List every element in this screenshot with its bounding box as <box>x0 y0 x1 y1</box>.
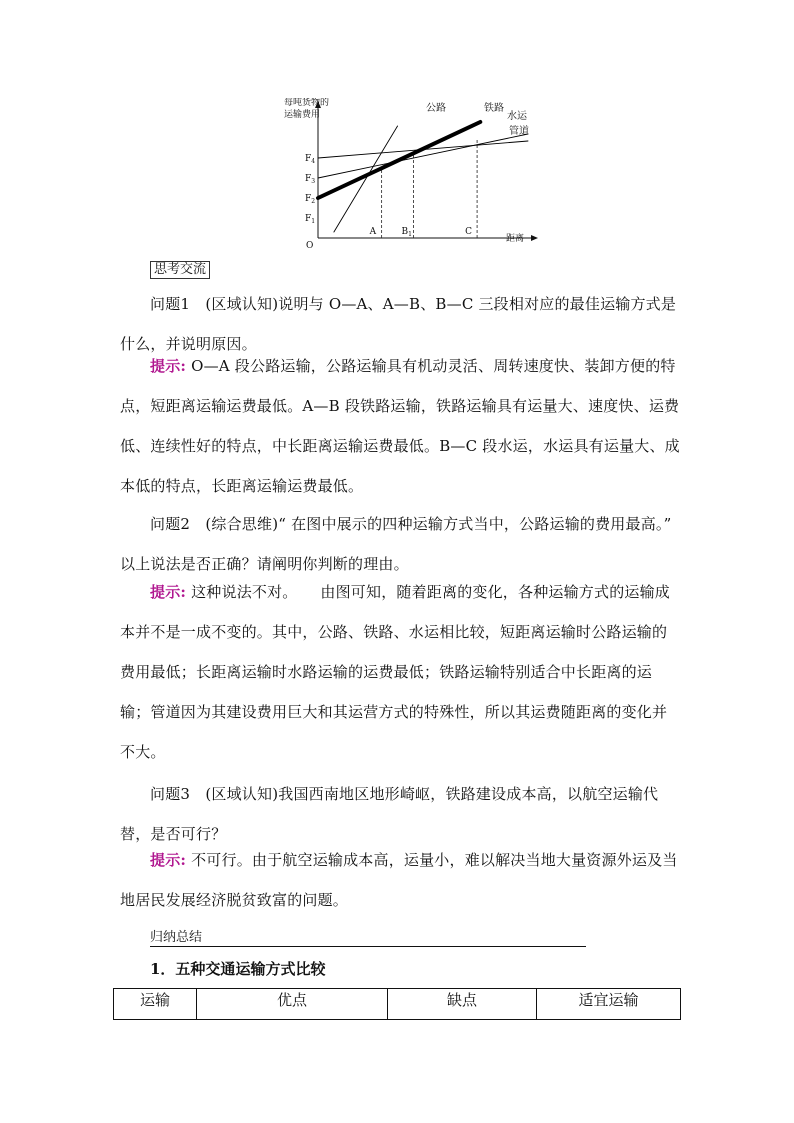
y-axis-label: 每吨货物的 <box>284 98 330 108</box>
table-header-cell: 优点 <box>197 989 388 1020</box>
hint-label: 提示: <box>150 851 187 869</box>
series-label: 公路 <box>426 103 446 114</box>
series-label: 铁路 <box>484 103 504 114</box>
y-axis-label: 运输费用 <box>284 110 321 120</box>
a2-body: 这种说法不对。 由图可知，随着距离的变化，各种运输方式的运输成本并不是一成不变的。其中，公路、铁路、水运相比较，短距离运输时公路运输的费用最低；长距离运输时水路运输的运费最低；铁路运输特别适合中长距离的运输；管道因为其建设费用巨大和其运营方式的特殊性，所以其运费随距离的变化并不大。 <box>120 583 671 761</box>
transport-cost-chart <box>280 98 540 254</box>
series-label: 管道 <box>509 126 529 137</box>
x-tick-label: C <box>465 227 472 237</box>
series-label: 水运 <box>507 111 527 122</box>
x-tick-label: A <box>369 227 377 237</box>
summary-tag: 归纳总结 <box>150 930 586 947</box>
q3-prefix: 问题3 (区域认知) <box>150 785 279 803</box>
answer-3 <box>120 840 680 920</box>
a1-body: O—A 段公路运输，公路运输具有机动灵活、周转速度快、装卸方便的特点，短距离运输运费最低。A—B 段铁路运输，铁路运输具有运量大、速度快、运费低、连续性好的特点，中长距离运输运费最低。B—C 段水运，水运具有运量大、成本低的特点，长距离运输运费最低。 <box>120 357 680 495</box>
comparison-table <box>113 988 681 1020</box>
table-header-cell: 缺点 <box>388 989 537 1020</box>
x-axis-label: 距离 <box>506 234 525 244</box>
series-line <box>318 134 528 178</box>
q3-body: 我国西南地区地形崎岖，铁路建设成本高，以航空运输代替，是否可行？ <box>120 785 659 843</box>
answer-1 <box>120 346 680 506</box>
section-tag: 思考交流 <box>150 261 210 279</box>
y-tick-label: $F_2$ <box>305 194 316 205</box>
origin-label: O <box>306 241 314 251</box>
series-line <box>318 122 480 198</box>
answer-2 <box>120 572 680 772</box>
x-axis-arrow <box>531 235 538 241</box>
chart-svg <box>280 98 540 254</box>
y-tick-label: $F_4$ <box>305 154 316 165</box>
x-tick-label: $B_1$ <box>401 227 412 238</box>
a3-body: 不可行。由于航空运输成本高，运量小，难以解决当地大量资源外运及当地居民发展经济脱贫致富的问题。 <box>120 851 678 909</box>
q1-prefix: 问题1 (区域认知) <box>150 295 279 313</box>
table-header-cell: 适宜运输 <box>537 989 681 1020</box>
q1-body: 说明与 O—A、A—B、B—C 三段相对应的最佳运输方式是什么，并说明原因。 <box>120 295 677 353</box>
table-header-row <box>114 989 681 1020</box>
hint-label: 提示: <box>150 357 187 375</box>
q2-body: “ 在图中展示的四种运输方式当中，公路运输的费用最高。” 以上说法是否正确？请阐明你判断的理由。 <box>120 515 672 573</box>
y-tick-label: $F_3$ <box>305 174 316 185</box>
table-header-cell: 运输 <box>114 989 197 1020</box>
series-line <box>318 141 528 158</box>
hint-label: 提示: <box>150 583 187 601</box>
q2-prefix: 问题2 (综合思维) <box>150 515 279 533</box>
series-line <box>334 126 398 232</box>
sub-heading: 1．五种交通运输方式比较 <box>150 960 326 978</box>
y-tick-label: $F_1$ <box>305 214 316 225</box>
